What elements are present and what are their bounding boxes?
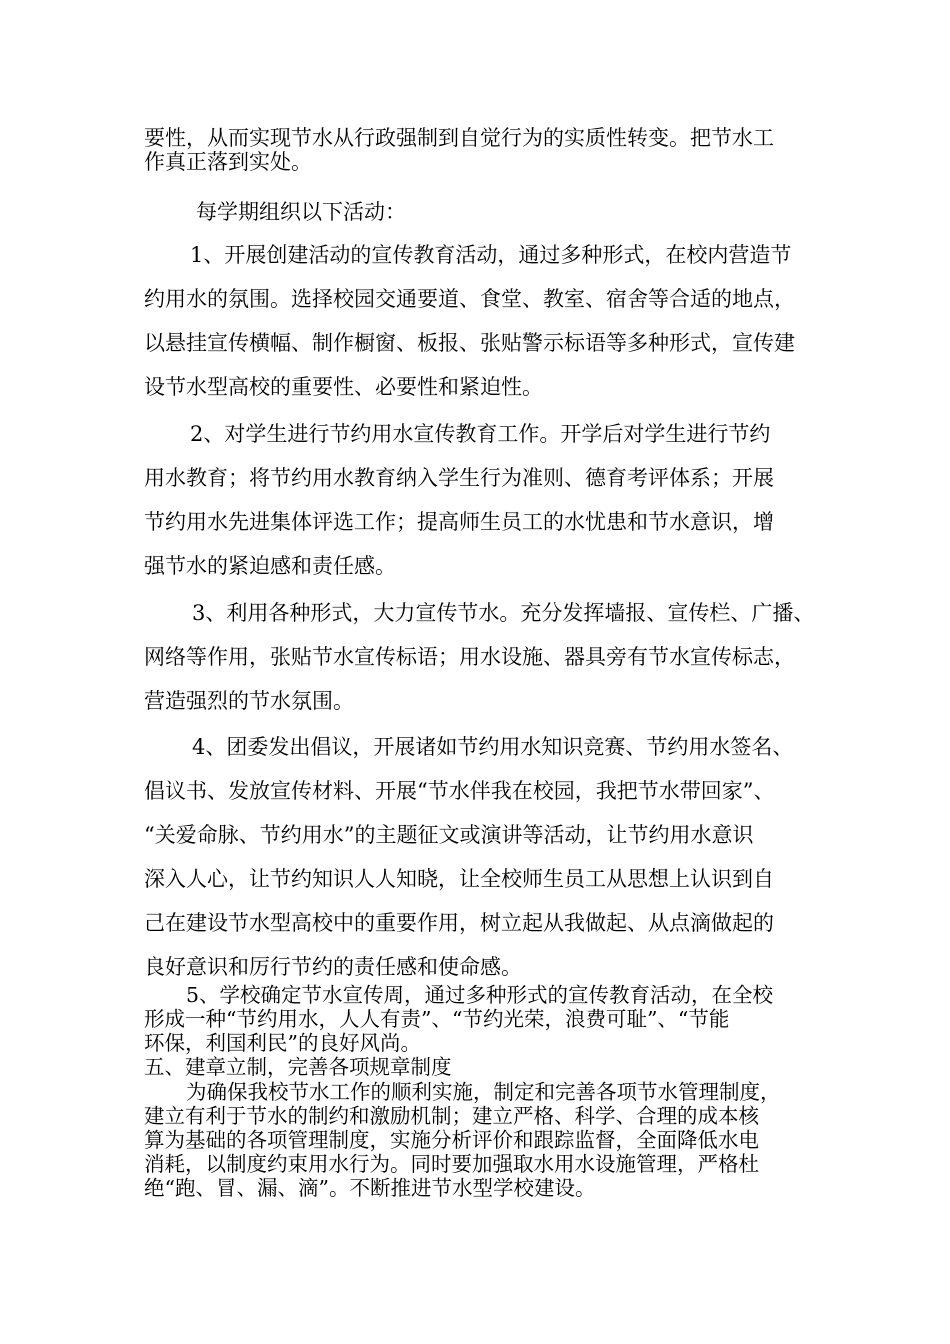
text-line: 以悬挂宣传横幅、制作橱窗、板报、张贴警示标语等多种形式，宣传建 bbox=[144, 331, 795, 355]
text-line: 为确保我校节水工作的顺利实施，制定和完善各项节水管理制度， bbox=[186, 1080, 781, 1104]
text-line: 2、对学生进行节约用水宣传教育工作。开学后对学生进行节约 bbox=[190, 422, 771, 446]
section-heading: 五、建章立制，完善各项规章制度 bbox=[144, 1055, 452, 1079]
text-line: 良好意识和厉行节约的责任感和使命感。 bbox=[144, 955, 522, 979]
text-line: 己在建设节水型高校中的重要作用，树立起从我做起、从点滴做起的 bbox=[144, 911, 774, 935]
text-line: “关爱命脉、节约用水”的主题征文或演讲等活动，让节约用水意识 bbox=[144, 823, 754, 847]
text-line: 约用水的氛围。选择校园交通要道、食堂、教室、宿舍等合适的地点， bbox=[144, 287, 795, 311]
text-line: 深入人心，让节约知识人人知晓，让全校师生员工从思想上认识到自 bbox=[144, 867, 774, 891]
text-line: 要性，从而实现节水从行政强制到自觉行为的实质性转变。把节水工 bbox=[144, 126, 774, 150]
section-intro: 每学期组织以下活动： bbox=[196, 200, 406, 224]
text-line: 用水教育；将节约用水教育纳入学生行为准则、德育考评体系；开展 bbox=[144, 466, 774, 490]
text-line: 形成一种“节约用水，人人有责”、“节约光荣，浪费可耻”、“节能 bbox=[144, 1007, 730, 1031]
text-line: 节约用水先进集体评选工作；提高师生员工的水忧患和节水意识，增 bbox=[144, 510, 774, 534]
text-line: 倡议书、发放宣传材料、开展“节水伴我在校园，我把节水带回家”、 bbox=[144, 779, 775, 803]
text-line: 设节水型高校的重要性、必要性和紧迫性。 bbox=[144, 375, 543, 399]
text-line: 3、利用各种形式，大力宣传节水。充分发挥墙报、宣传栏、广播、 bbox=[192, 601, 815, 625]
text-line: 强节水的紧迫感和责任感。 bbox=[144, 554, 396, 578]
text-line: 4、团委发出倡议，开展诸如节约用水知识竞赛、节约用水签名、 bbox=[192, 735, 794, 759]
text-line: 5、学校确定节水宣传周，通过多种形式的宣传教育活动，在全校 bbox=[186, 983, 774, 1007]
text-line: 环保，利国利民”的良好风尚。 bbox=[144, 1031, 421, 1055]
text-line: 建立有利于节水的制约和激励机制；建立严格、科学、合理的成本核 bbox=[144, 1104, 759, 1128]
text-line: 作真正落到实处。 bbox=[144, 150, 312, 174]
text-line: 消耗，以制度约束用水行为。同时要加强取水用水设施管理，严格杜 bbox=[144, 1152, 759, 1176]
text-line: 网络等作用，张贴节水宣传标语；用水设施、器具旁有节水宣传标志， bbox=[144, 645, 795, 669]
text-line: 绝“跑、冒、漏、滴”。不断推进节水型学校建设。 bbox=[144, 1176, 596, 1200]
text-line: 1、开展创建活动的宣传教育活动，通过多种形式，在校内营造节 bbox=[190, 243, 792, 267]
text-line: 算为基础的各项管理制度，实施分析评价和跟踪监督，全面降低水电 bbox=[144, 1128, 759, 1152]
text-line: 营造强烈的节水氛围。 bbox=[144, 689, 354, 713]
